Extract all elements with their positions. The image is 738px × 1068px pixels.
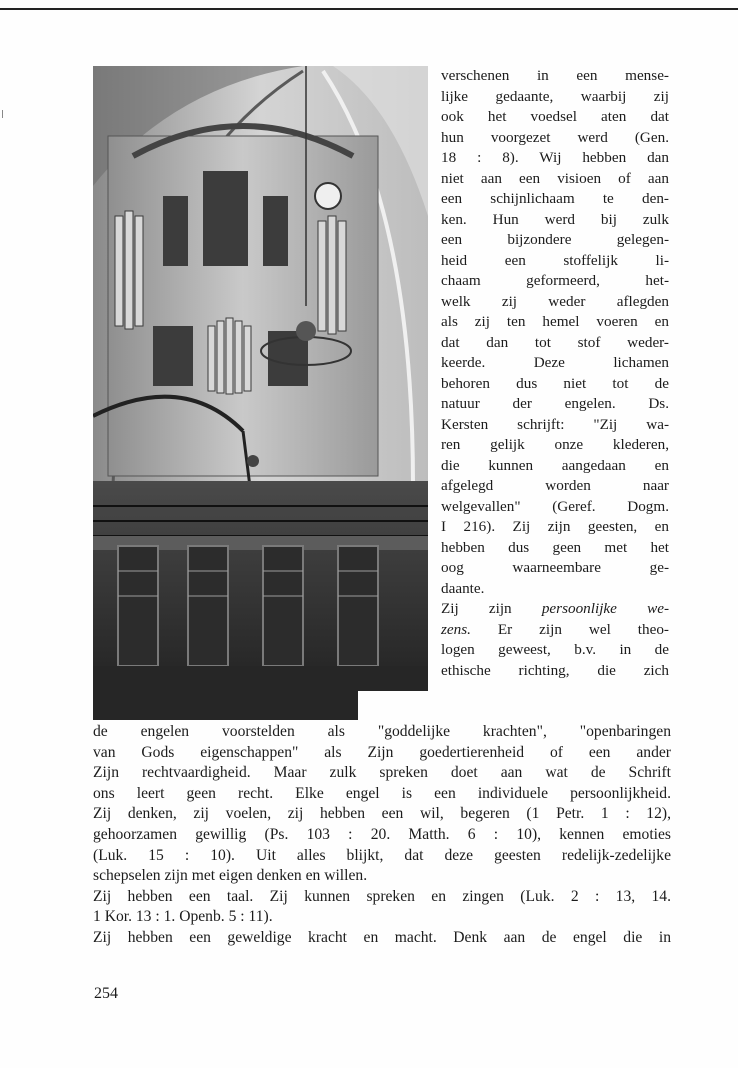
italic-term: persoonlijke we- <box>541 600 669 617</box>
text-line: I 216). Zij zijn geesten, en <box>441 518 669 535</box>
text-line: welgevallen" (Geref. Dogm. <box>441 497 669 515</box>
text-line: hebben dus geen met het <box>441 538 669 556</box>
text-line: ren gelijk onze klederen, <box>441 436 669 453</box>
full-width-text <box>93 722 671 949</box>
text-line: ons leert geen recht. Elke engel is een individuele persoonlijkheid. <box>93 784 671 802</box>
line-prefix: Zij zijn <box>441 600 542 617</box>
text-line: 18 : 8). Wij hebben dan <box>441 149 669 166</box>
text-line: ken. Hun werd bij zulk <box>441 210 669 228</box>
text-line: niet aan een visioen of aan <box>441 169 669 187</box>
right-column-text <box>441 66 669 681</box>
text-line: Zij hebben een taal. Zij kunnen spreken en zingen (Luk. 2 : 13, 14. <box>93 887 671 905</box>
text-line: de engelen voorstelden als "goddelijke krachten", "openbaringen <box>93 723 671 740</box>
text-line: afgelegd worden naar <box>441 477 669 494</box>
text-line: behoren dus niet tot de <box>441 374 669 392</box>
top-rule <box>0 8 738 10</box>
text-line: gehoorzamen gewillig (Ps. 103 : 20. Matth. 6 : 10), kennen emoties <box>93 825 671 843</box>
paragraph-personal-beings <box>441 599 669 681</box>
text-line: 1 Kor. 13 : 1. Openb. 5 : 11). <box>93 908 273 926</box>
text-line: als zij ten hemel voeren en <box>441 313 669 330</box>
text-line: van Gods eigenschappen" als Zijn goedertierenheid of een ander <box>93 743 671 761</box>
text-line: oog waarneembare ge- <box>441 559 669 576</box>
church-organ-photo <box>93 66 428 720</box>
paragraph-appearance <box>441 66 669 599</box>
margin-mark <box>2 110 3 118</box>
text-line: natuur der engelen. Ds. <box>441 395 669 412</box>
text-line: Zijn rechtvaardigheid. Maar zulk spreken doet aan wat de Schrift <box>93 764 671 782</box>
text-line: daante. <box>441 579 485 597</box>
text-line: een bijzondere gelegen- <box>441 231 669 248</box>
text-line: een schijnlichaam te den- <box>441 190 669 207</box>
text-line: chaam geformeerd, het- <box>441 272 669 289</box>
text-line: die kunnen aangedaan en <box>441 456 669 474</box>
line-rest: Er zijn wel theo- <box>470 620 669 638</box>
text-line: Kersten schrijft: "Zij wa- <box>441 415 669 433</box>
text-line: (Luk. 15 : 10). Uit alles blijkt, dat deze geesten redelijk-zedelijke <box>93 846 671 864</box>
text-line: lijke gedaante, waarbij zij <box>441 87 669 105</box>
text-line: hun voorgezet werd (Gen. <box>441 128 669 146</box>
text-line: Zij hebben een geweldige kracht en macht. Denk aan de engel die in <box>93 928 671 946</box>
organ-illustration <box>93 66 428 720</box>
text-line: heid een stoffelijk li- <box>441 251 669 269</box>
page-number: 254 <box>94 985 118 1002</box>
text-line: ethische richting, die zich <box>441 661 669 679</box>
text-line: welk zij weder aflegden <box>441 292 669 310</box>
text-line: dat dan tot stof weder- <box>441 333 669 351</box>
text-line: logen geweest, b.v. in de <box>441 641 669 658</box>
text-line: Zij denken, zij voelen, zij hebben een wil, begeren (1 Petr. 1 : 12), <box>93 805 671 823</box>
text-line: schepselen zijn met eigen denken en willen. <box>93 867 368 885</box>
text-line: verschenen in een mense- <box>441 67 669 84</box>
text-line: ook het voedsel aten dat <box>441 108 669 125</box>
italic-term: zens. <box>441 620 471 638</box>
text-line: keerde. Deze lichamen <box>441 354 669 371</box>
text-line <box>441 599 669 620</box>
text-line <box>441 620 669 641</box>
